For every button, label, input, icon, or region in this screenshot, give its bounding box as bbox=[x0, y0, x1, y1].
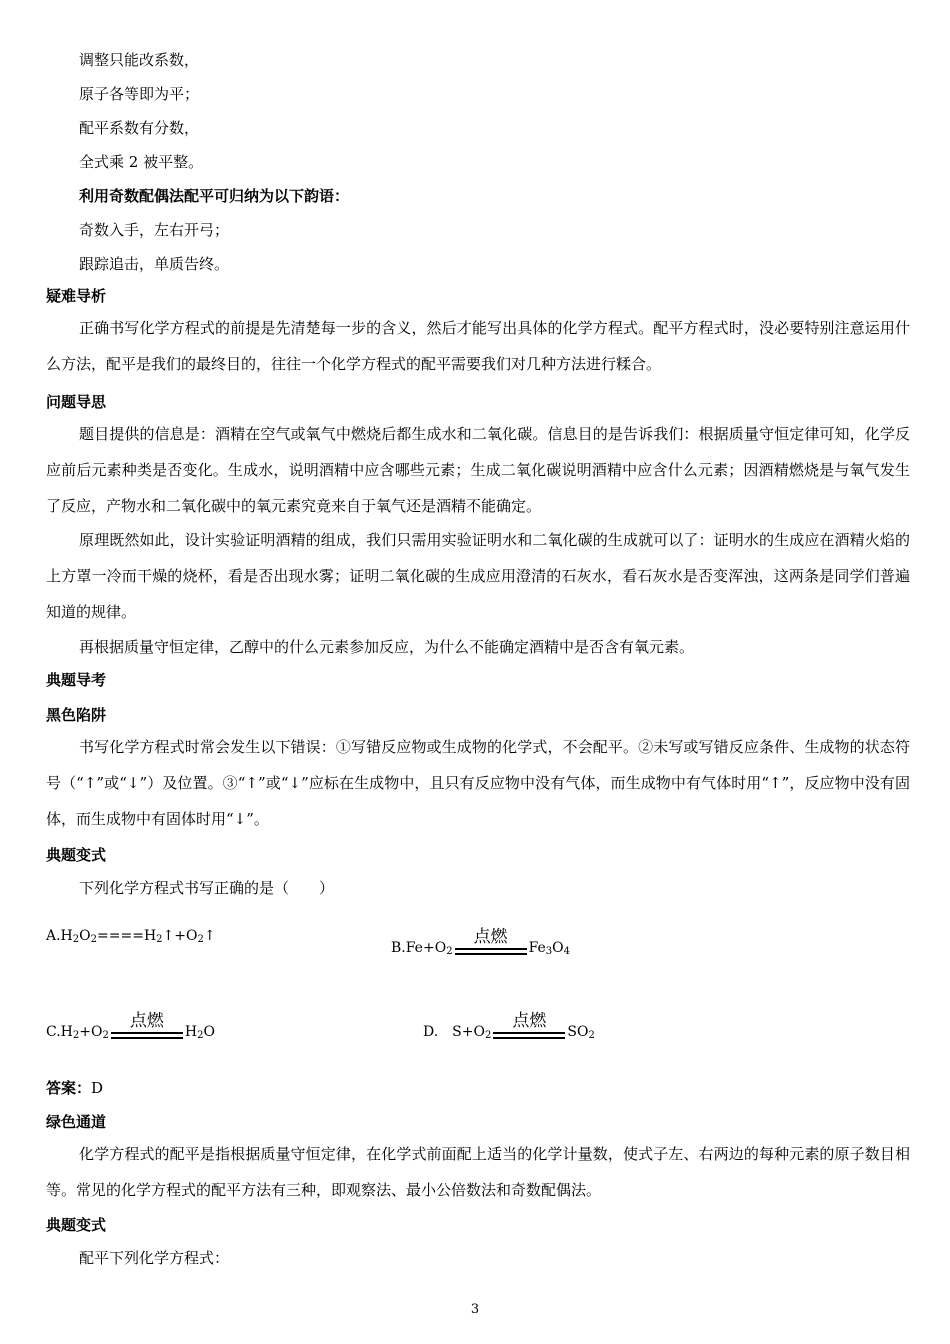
reaction-condition: 点燃 bbox=[493, 1012, 565, 1042]
option-d: D. $S+O_2$ 点燃 $SO_2$ bbox=[423, 1011, 595, 1041]
question-text: 下列化学方程式书写正确的是（ ） bbox=[79, 879, 335, 897]
option-a: $A.H_2O_2====H_2↑+O_2↑$ bbox=[46, 928, 216, 945]
rhyme1-line2: 原子各等即为平； bbox=[79, 85, 200, 103]
reaction-condition: 点燃 bbox=[455, 928, 527, 958]
guide-paragraph-1: 题目提供的信息是：酒精在空气或氧气中燃烧后都生成水和二氧化碳。信息目的是告诉我们：根据质量守恒定律可知，化学反应前后元素种类是否变化。生成水，说明酒精中应含哪些元素；生成二氧化碳说明酒精中应含什么元素；因酒精燃烧是与氧气发生了反应，产物水和二氧化碳中的氧元素究竟来自于氧气还是酒精不能确定。 bbox=[46, 425, 910, 515]
guide-paragraph-3: 再根据质量守恒定律，乙醇中的什么元素参加反应，为什么不能确定酒精中是否含有氧元素。 bbox=[79, 638, 695, 656]
section-heading-green: 绿色通道 bbox=[46, 1113, 107, 1131]
analysis-paragraph: 正确书写化学方程式的前提是先清楚每一步的含义，然后才能写出具体的化学方程式。配平方程式时，没必要特别注意运用什么方法，配平是我们的最终目的，往往一个化学方程式的配平需要我们对几种方法进行糅合。 bbox=[46, 319, 910, 373]
section-heading-trap: 黑色陷阱 bbox=[46, 706, 107, 724]
rhyme1-line3: 配平系数有分数， bbox=[79, 119, 200, 137]
rhyme2-line1: 奇数入手，左右开弓； bbox=[79, 221, 230, 239]
section-heading-exam: 典题导考 bbox=[46, 671, 107, 689]
guide-paragraph-2: 原理既然如此，设计实验证明酒精的组成，我们只需用实验证明水和二氧化碳的生成就可以了：证明水的生成应在酒精火焰的上方罩一冷而干燥的烧杯，看是否出现水雾；证明二氧化碳的生成应用澄清的石灰水，看石灰水是否变浑浊，这两条是同学们普遍知道的规律。 bbox=[46, 531, 910, 621]
page-number: 3 bbox=[470, 1302, 480, 1317]
answer-value: D bbox=[91, 1079, 104, 1097]
green-paragraph: 化学方程式的配平是指根据质量守恒定律，在化学式前面配上适当的化学计量数，使式子左、右两边的每种元素的原子数目相等。常见的化学方程式的配平方法有三种，即观察法、最小公倍数法和奇数配偶法。 bbox=[46, 1145, 910, 1199]
trap-paragraph: 书写化学方程式时常会发生以下错误：①写错反应物或生成物的化学式，不会配平。②未写或写错反应条件、生成物的状态符号（“↑”或“↓”）及位置。③“↑”或“↓”应标在生成物中，且只有反应物中没有气体，而生成物中有气体时用“↑”，反应物中没有固体，而生成物中有固体时用“↓”。 bbox=[46, 738, 910, 828]
section-heading-guide: 问题导思 bbox=[46, 393, 107, 411]
option-c: $C.H_2+O_2$ 点燃 $H_2O$ bbox=[46, 1011, 215, 1041]
answer-label: 答案： bbox=[46, 1079, 92, 1097]
section-heading-variant-2: 典题变式 bbox=[46, 1216, 107, 1234]
answer-line bbox=[46, 1070, 910, 1106]
balance-instruction: 配平下列化学方程式： bbox=[79, 1249, 230, 1267]
section-heading-variant: 典题变式 bbox=[46, 846, 107, 864]
rhyme2-line2: 跟踪追击，单质告终。 bbox=[79, 255, 230, 273]
section-heading-analysis: 疑难导析 bbox=[46, 287, 107, 305]
rhyme1-line4: 全式乘 2 被平整。 bbox=[79, 153, 204, 171]
rhyme2-title: 利用奇数配偶法配平可归纳为以下韵语： bbox=[79, 187, 350, 205]
rhyme1-line1: 调整只能改系数， bbox=[79, 51, 200, 69]
reaction-condition: 点燃 bbox=[111, 1012, 183, 1042]
option-b: $B.Fe+O_2$ 点燃 $Fe_3O_4$ bbox=[391, 927, 571, 957]
